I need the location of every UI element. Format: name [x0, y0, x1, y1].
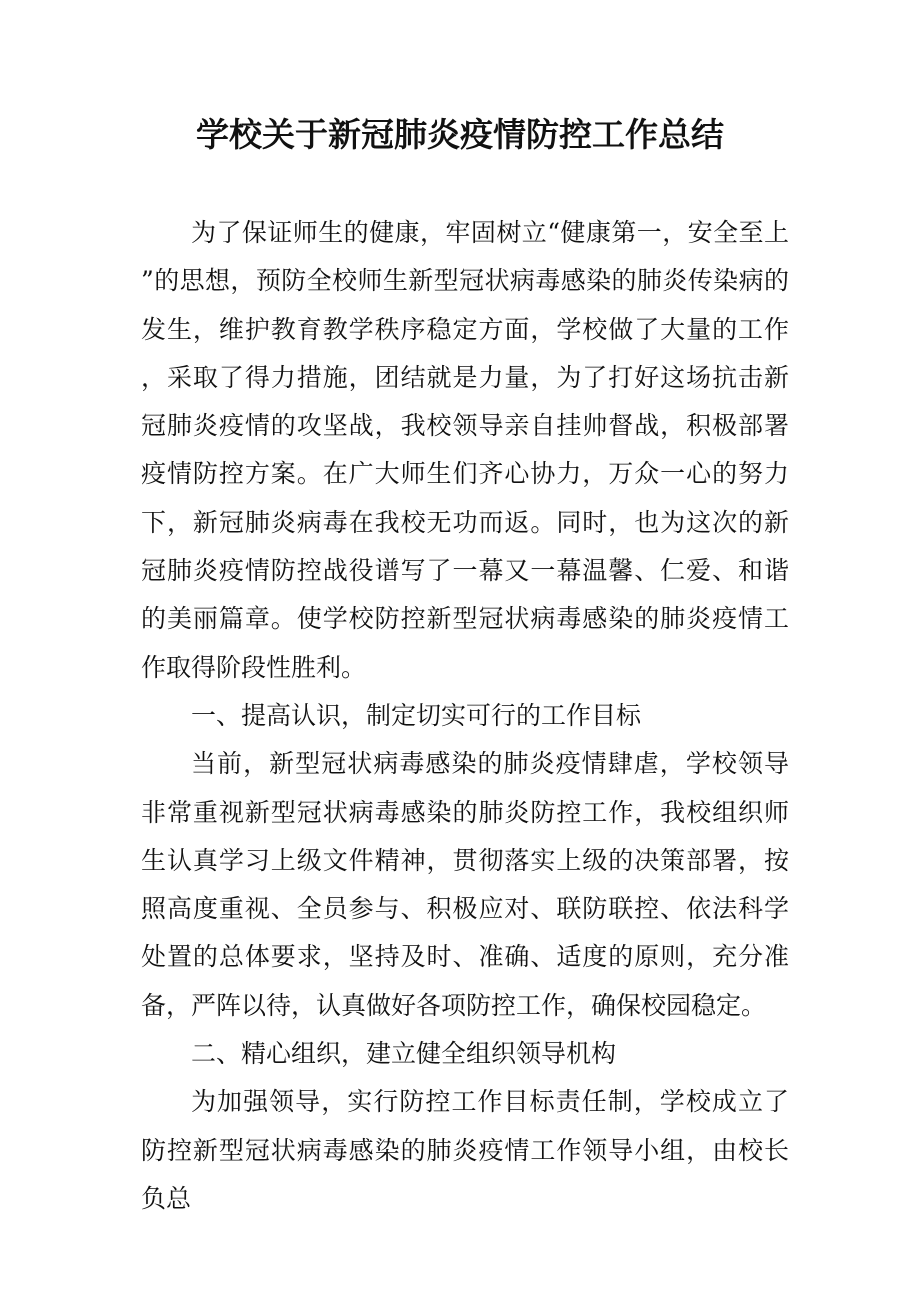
- section-heading-1: 一、提高认识，制定切实可行的工作目标: [191, 700, 642, 730]
- section-2-paragraph: 为加强领导，实行防控工作目标责任制，学校成立了防控新型冠状病毒感染的肺炎疫情工作领导小组，由校长负总: [141, 1087, 789, 1213]
- document-body: [141, 209, 789, 1223]
- section-heading-2: 二、精心组织，建立健全组织领导机构: [191, 1039, 617, 1069]
- document-title: 学校关于新冠肺炎疫情防控工作总结: [196, 115, 724, 154]
- intro-paragraph: 为了保证师生的健康，牢固树立“健康第一，安全至上”的思想，预防全校师生新型冠状病毒感染的肺炎传染病的发生，维护教育教学秩序稳定方面，学校做了大量的工作，采取了得力措施，团结就是力量，为了打好这场抗击新冠肺炎疫情的攻坚战，我校领导亲自挂帅督战，积极部署疫情防控方案。在广大师生们齐心协力，万众一心的努力下，新冠肺炎病毒在我校无功而返。同时，也为这次的新冠肺炎疫情防控战役谱写了一幕又一幕温馨、仁爱、和谐的美丽篇章。使学校防控新型冠状病毒感染的肺炎疫情工作取得阶段性胜利。: [141, 218, 789, 682]
- section-1-paragraph: 当前，新型冠状病毒感染的肺炎疫情肆虐，学校领导非常重视新型冠状病毒感染的肺炎防控工作，我校组织师生认真学习上级文件精神，贯彻落实上级的决策部署，按照高度重视、全员参与、积极应对、联防联控、依法科学处置的总体要求，坚持及时、准确、适度的原则，充分准备，严阵以待，认真做好各项防控工作，确保校园稳定。: [141, 749, 789, 1020]
